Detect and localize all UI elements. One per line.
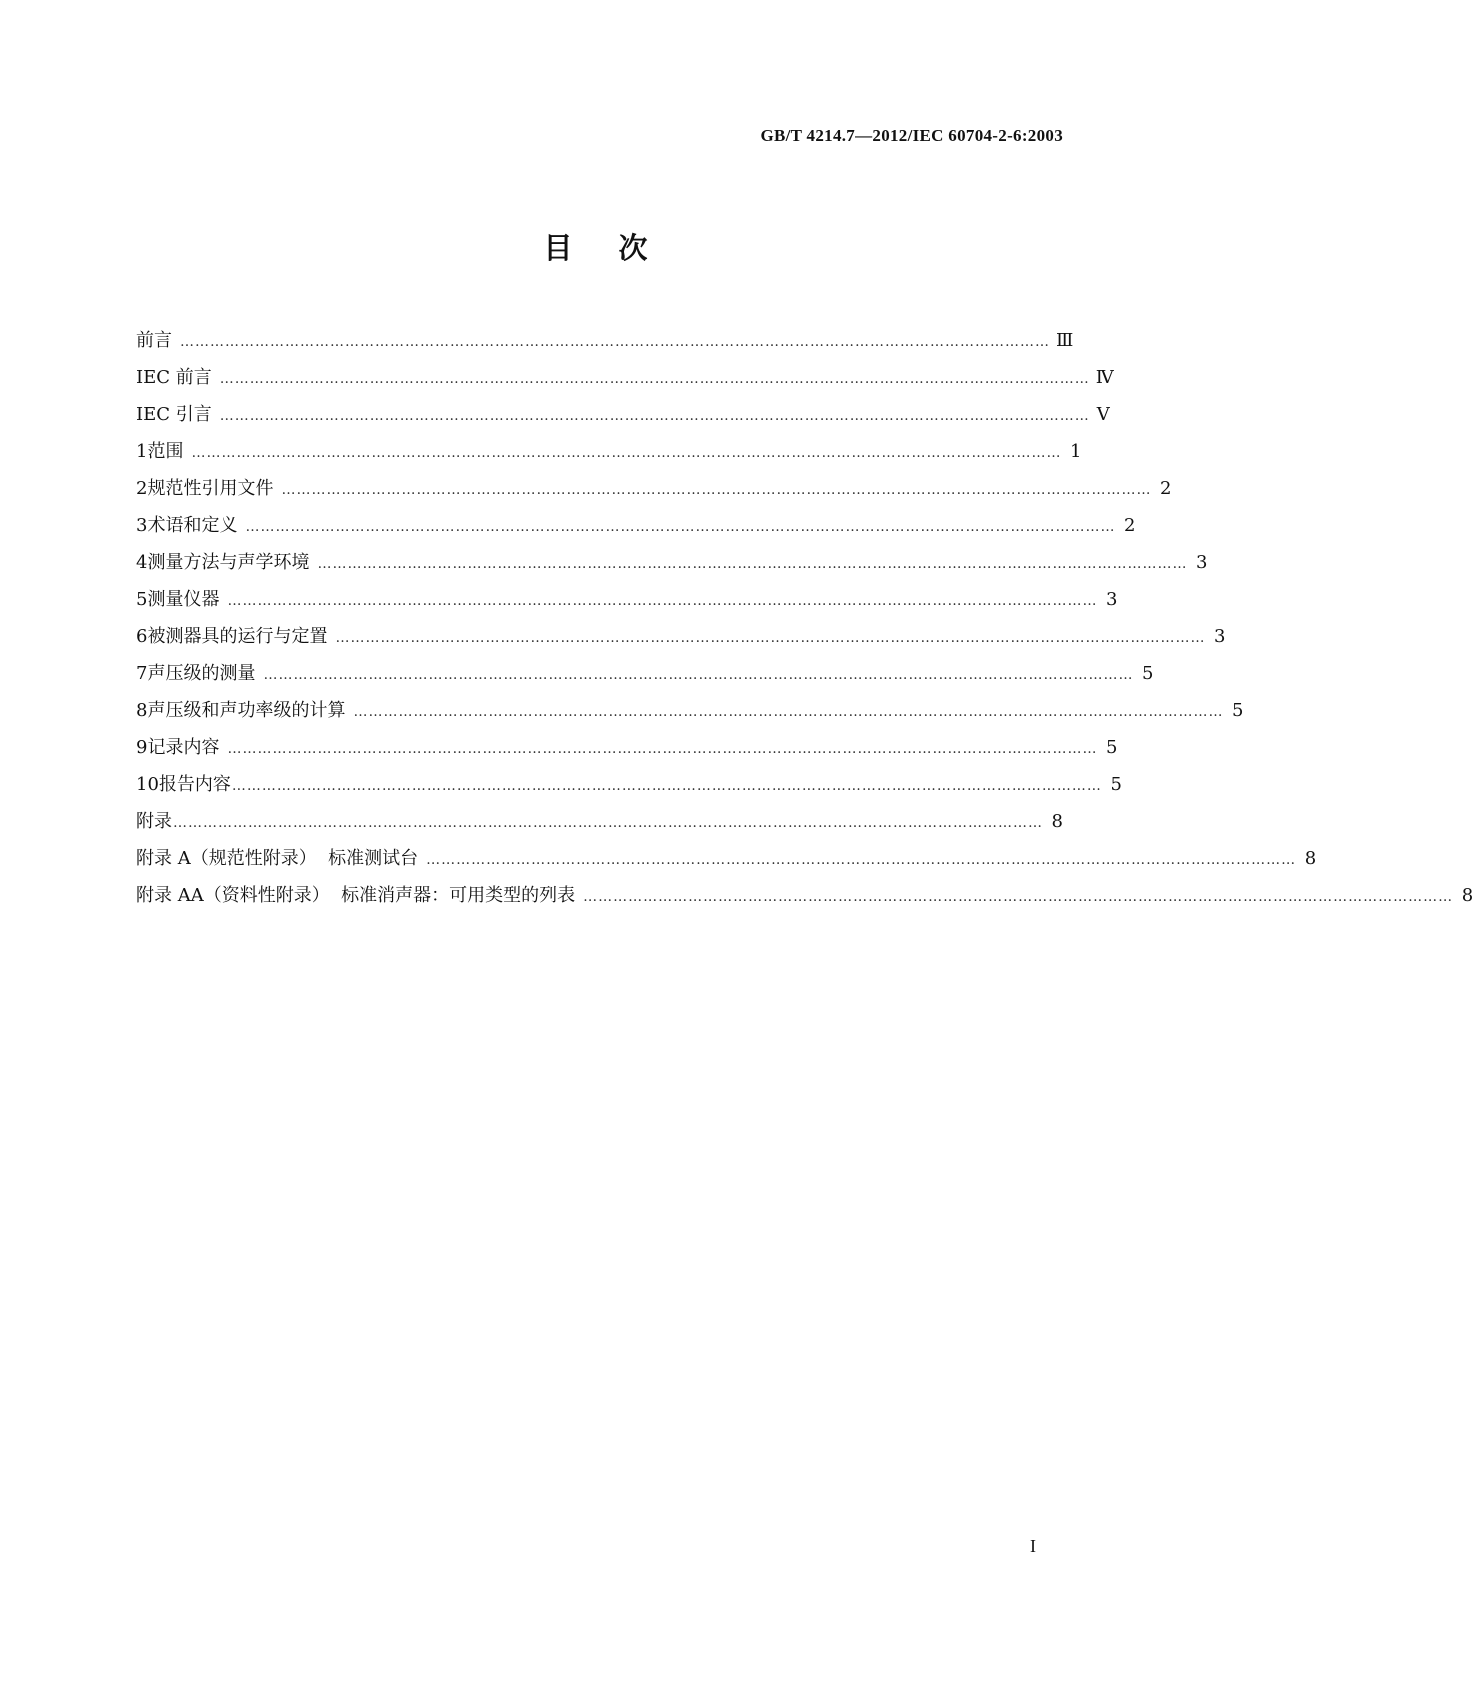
toc-page: 2 (1124, 515, 1136, 536)
toc-label: 记录内容 (147, 737, 220, 758)
table-of-contents (136, 326, 1473, 918)
toc-leader: ………………………………………………………………………………………………………………………………………………………… (426, 852, 1297, 868)
toc-leader: ………………………………………………………………………………………………………………………………………………………… (231, 778, 1102, 794)
toc-leader: ………………………………………………………………………………………………………………………………………………………… (281, 482, 1152, 498)
toc-page: 1 (1070, 441, 1082, 462)
toc-leader: ………………………………………………………………………………………………………………………………………………………… (180, 334, 1050, 350)
standard-code: GB/T 4214.7—2012/IEC 60704-2-6:2003 (760, 126, 1063, 145)
toc-entry[interactable] (136, 807, 1062, 844)
toc-page: 8 (1051, 811, 1063, 832)
toc-number: 5 (136, 589, 148, 610)
toc-leader: ………………………………………………………………………………………………………………………………………………………… (227, 741, 1098, 757)
toc-entry[interactable] (136, 844, 1317, 881)
toc-leader: ………………………………………………………………………………………………………………………………………………………… (353, 704, 1224, 720)
toc-entry[interactable] (136, 881, 1473, 918)
toc-leader: ………………………………………………………………………………………………………………………………………………………… (191, 445, 1062, 461)
toc-number: 7 (136, 663, 148, 684)
toc-label: 术语和定义 (147, 515, 238, 536)
toc-page: 3 (1196, 552, 1208, 573)
toc-number: 9 (136, 737, 148, 758)
toc-entry[interactable] (136, 548, 1208, 585)
toc-page: 5 (1232, 700, 1244, 721)
toc-leader: ………………………………………………………………………………………………………………………………………………………… (245, 519, 1116, 535)
toc-entry[interactable] (136, 326, 1074, 363)
toc-leader: ………………………………………………………………………………………………………………………………………………………… (173, 815, 1043, 831)
toc-leader: ………………………………………………………………………………………………………………………………………………………… (317, 556, 1188, 572)
toc-page: 3 (1214, 626, 1226, 647)
toc-label: 范围 (147, 441, 184, 462)
toc-page: Ⅳ (1095, 367, 1114, 388)
toc-label: 声压级和声功率级的计算 (147, 700, 346, 721)
page-title: 目次 (543, 231, 694, 265)
toc-page: 2 (1160, 478, 1172, 499)
toc-page: Ⅲ (1056, 330, 1074, 351)
toc-number: 10 (136, 774, 159, 795)
toc-entry[interactable] (136, 770, 1122, 807)
toc-entry[interactable] (136, 696, 1244, 733)
toc-number: 6 (136, 626, 148, 647)
toc-leader: ………………………………………………………………………………………………………………………………………………………… (219, 371, 1090, 387)
toc-label: 附录 (136, 811, 172, 832)
toc-label: 被测器具的运行与定置 (147, 626, 328, 647)
toc-entry[interactable] (136, 363, 1114, 400)
toc-label: 附录 A（规范性附录） 标准测试台 (136, 848, 419, 869)
toc-leader: ………………………………………………………………………………………………………………………………………………………… (583, 889, 1454, 905)
toc-page: 8 (1461, 885, 1473, 906)
toc-number: 4 (136, 552, 148, 573)
toc-page: Ⅴ (1096, 404, 1110, 425)
toc-page: 5 (1110, 774, 1122, 795)
toc-label: 测量方法与声学环境 (147, 552, 310, 573)
toc-label: 前言 (136, 330, 172, 351)
toc-leader: ………………………………………………………………………………………………………………………………………………………… (335, 630, 1206, 646)
toc-leader: ………………………………………………………………………………………………………………………………………………………… (219, 408, 1090, 424)
toc-number: 3 (136, 515, 148, 536)
toc-number: 8 (136, 700, 148, 721)
toc-page: 3 (1106, 589, 1118, 610)
toc-label: 规范性引用文件 (147, 478, 274, 499)
toc-label: 声压级的测量 (147, 663, 256, 684)
toc-label: 测量仪器 (147, 589, 220, 610)
toc-page: 5 (1142, 663, 1154, 684)
toc-leader: ………………………………………………………………………………………………………………………………………………………… (263, 667, 1134, 683)
toc-label: 报告内容 (158, 774, 231, 795)
toc-entry[interactable] (136, 733, 1118, 770)
page-number: I (1030, 1536, 1036, 1556)
toc-page: 8 (1304, 848, 1317, 869)
toc-entry[interactable] (136, 659, 1154, 696)
toc-entry[interactable] (136, 585, 1118, 622)
toc-entry[interactable] (136, 511, 1136, 548)
toc-number: 1 (136, 441, 148, 462)
toc-label: IEC 前言 (136, 367, 212, 388)
toc-entry[interactable] (136, 474, 1172, 511)
toc-page: 5 (1106, 737, 1118, 758)
toc-number: 2 (136, 478, 148, 499)
toc-entry[interactable] (136, 400, 1110, 437)
toc-label: 附录 AA（资料性附录） 标准消声器：可用类型的列表 (136, 885, 576, 906)
toc-entry[interactable] (136, 437, 1082, 474)
toc-label: IEC 引言 (136, 404, 212, 425)
toc-leader: ………………………………………………………………………………………………………………………………………………………… (227, 593, 1098, 609)
toc-entry[interactable] (136, 622, 1226, 659)
